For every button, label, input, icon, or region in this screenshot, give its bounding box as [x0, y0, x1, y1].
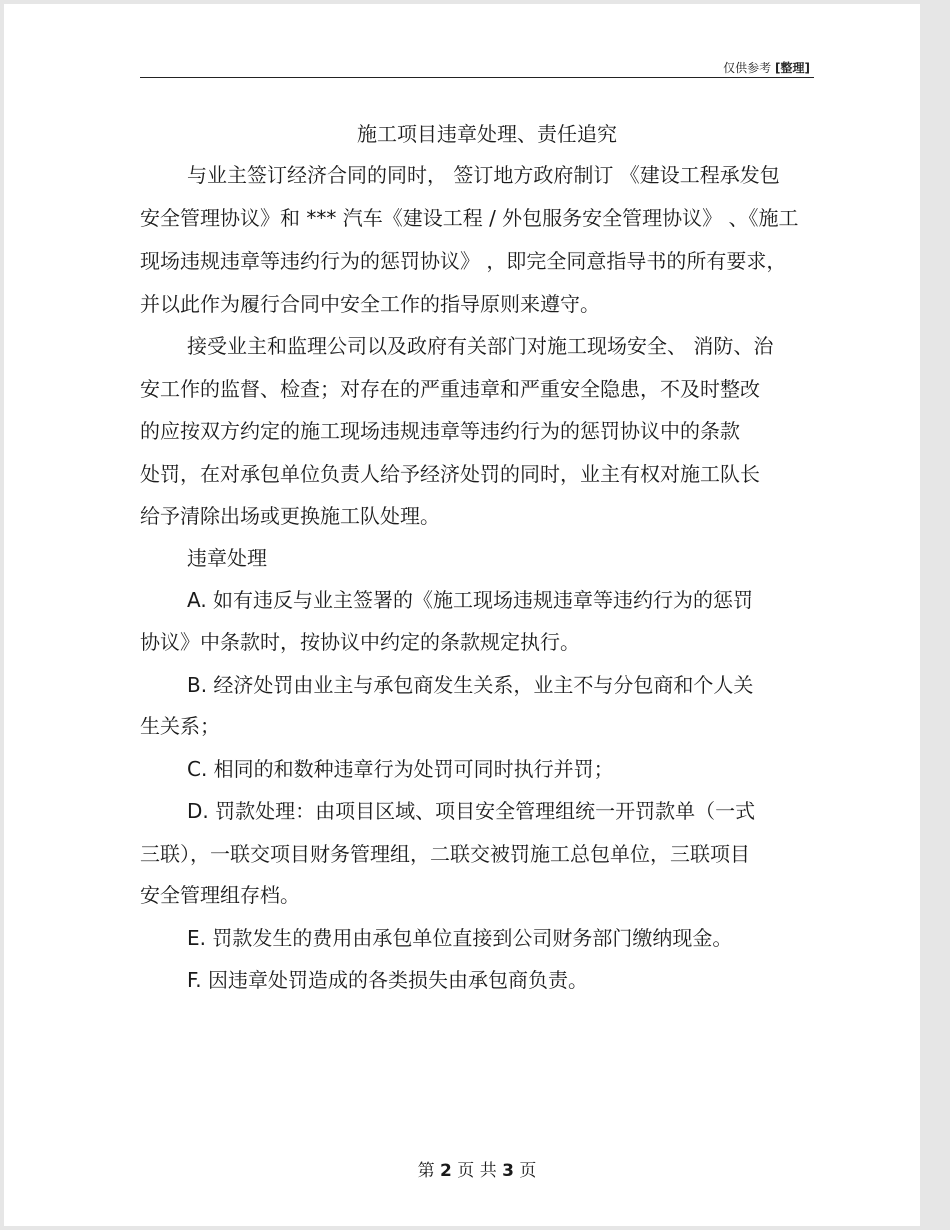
body-line: 处罚，在对承包单位负责人给予经济处罚的同时，业主有权对施工队长	[140, 462, 760, 486]
document-title: 施工项目违章处理、责任追究	[357, 122, 617, 146]
section-heading: 违章处理	[187, 546, 267, 570]
body-line: 现场违规违章等违约行为的惩罚协议》 ，即完全同意指导书的所有要求，	[140, 249, 787, 273]
footer-suffix: 页	[519, 1161, 537, 1181]
clause-a: A. 如有违反与业主签署的《施工现场违规违章等违约行为的惩罚	[187, 588, 754, 612]
footer-prefix: 第	[417, 1161, 435, 1181]
clause-c: C. 相同的和数种违章行为处罚可同时执行并罚；	[187, 757, 614, 781]
total-page-count: 3	[502, 1161, 514, 1181]
clause-d: D. 罚款处理：由项目区域、项目安全管理组统一开罚款单（一式	[187, 799, 756, 823]
body-line: 接受业主和监理公司以及政府有关部门对施工现场安全、 消防、治	[187, 334, 774, 358]
clause-b: B. 经济处罚由业主与承包商发生关系，业主不与分包商和个人关	[187, 673, 754, 697]
header-tag: [整理]	[775, 61, 810, 75]
body-line: 安全管理协议》和 *** 汽车《建设工程 / 外包服务安全管理协议》 、《施工	[140, 206, 799, 230]
header-note	[723, 59, 810, 76]
current-page-number: 2	[440, 1161, 452, 1181]
header-divider	[140, 77, 814, 78]
body-line: 与业主签订经济合同的同时， 签订地方政府制订 《建设工程承发包	[187, 163, 780, 187]
clause-b-continued: 生关系；	[140, 714, 220, 738]
body-line: 的应按双方约定的施工现场违规违章等违约行为的惩罚协议中的条款	[140, 419, 740, 443]
clause-f: F. 因违章处罚造成的各类损失由承包商负责。	[187, 968, 589, 992]
page-footer	[4, 1156, 950, 1181]
clause-e: E. 罚款发生的费用由承包单位直接到公司财务部门缴纳现金。	[187, 926, 733, 950]
clause-d-continued: 安全管理组存档。	[140, 883, 300, 907]
clause-a-continued: 协议》中条款时，按协议中约定的条款规定执行。	[140, 630, 580, 654]
body-line: 给予清除出场或更换施工队处理。	[140, 504, 440, 528]
body-line: 并以此作为履行合同中安全工作的指导原则来遵守。	[140, 292, 600, 316]
document-page	[4, 4, 920, 1226]
clause-d-continued: 三联），一联交项目财务管理组，二联交被罚施工总包单位，三联项目	[140, 842, 750, 866]
header-note-text: 仅供参考	[723, 61, 772, 75]
body-line: 安工作的监督、检查；对存在的严重违章和严重安全隐患，不及时整改	[140, 377, 760, 401]
footer-middle: 页 共	[457, 1161, 497, 1181]
